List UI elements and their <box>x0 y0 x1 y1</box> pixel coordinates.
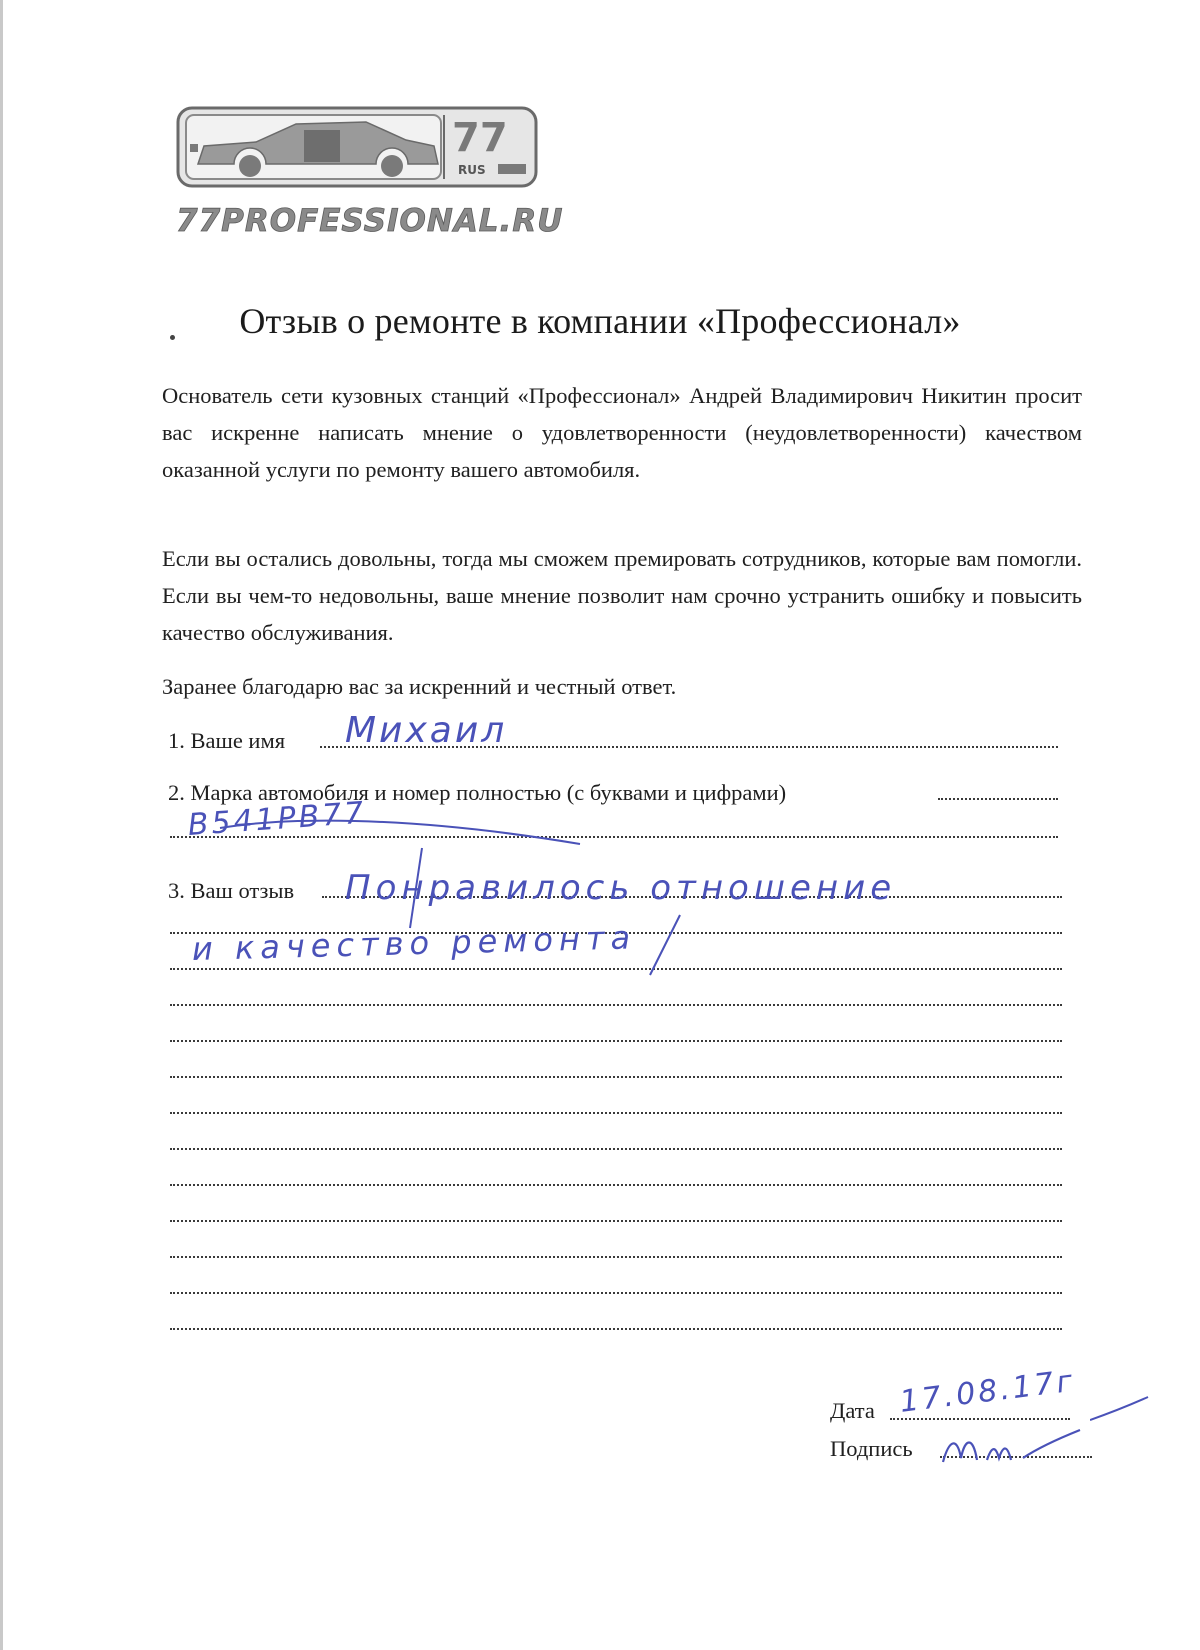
review-line-10[interactable] <box>170 1220 1062 1222</box>
name-label: 1. Ваше имя <box>168 728 286 753</box>
signature-drawing <box>935 1420 1085 1470</box>
plate-number: 77 <box>452 115 508 161</box>
review-line-7[interactable] <box>170 1112 1062 1114</box>
pen-stroke <box>160 808 620 938</box>
review-line-9[interactable] <box>170 1184 1062 1186</box>
review-line-11[interactable] <box>170 1256 1062 1258</box>
review-line-13[interactable] <box>170 1328 1062 1330</box>
review-line-5[interactable] <box>170 1040 1062 1042</box>
car-field-dots-1 <box>938 798 1058 800</box>
thanks-paragraph: Заранее благодарю вас за искренний и честный ответ. <box>162 674 677 699</box>
review-line-6[interactable] <box>170 1076 1062 1078</box>
review-line-12[interactable] <box>170 1292 1062 1294</box>
feedback-paragraph: Если вы остались довольны, тогда мы сможем премировать сотрудников, которые вам помогли. Если вы чем-то недовольны, ваше мнение позволит нам срочно устранить ошибку и повысить качество обслуживания. <box>162 546 1082 645</box>
signature-label: Подпись <box>830 1436 913 1461</box>
review-line-4[interactable] <box>170 1004 1062 1006</box>
review-handwriting-line-1: Понравилось отношение <box>345 868 897 908</box>
company-logo <box>176 106 566 251</box>
car-label: 2. Марка автомобиля и номер полностью (с буквами и цифрами) <box>168 780 787 805</box>
pen-stroke-2 <box>600 905 720 985</box>
name-handwriting: Михаил <box>345 710 508 751</box>
logo-graphic <box>176 106 566 251</box>
intro-paragraph: Основатель сети кузовных станций «Профессионал» Андрей Владимирович Никитин просит вас искренне написать мнение о удовлетворенности (неудовлетворенности) качеством оказанной услуги по ремонту вашего автомобиля. <box>162 383 1082 482</box>
date-underline-stroke <box>1090 1395 1150 1425</box>
date-label: Дата <box>830 1398 875 1423</box>
review-handwriting-line-2: и качество ремонта <box>191 918 637 968</box>
review-line-8[interactable] <box>170 1148 1062 1150</box>
car-handwriting: В541РВ77 <box>186 795 368 843</box>
review-label: 3. Ваш отзыв <box>168 878 295 903</box>
page-title: Отзыв о ремонте в компании «Профессионал» <box>239 301 961 341</box>
logo-site-text: 77PROFESSIONAL.RU <box>176 203 564 239</box>
plate-region: RUS <box>458 163 486 177</box>
date-handwriting: 17.08.17г <box>897 1363 1078 1420</box>
scan-edge <box>0 0 3 1650</box>
